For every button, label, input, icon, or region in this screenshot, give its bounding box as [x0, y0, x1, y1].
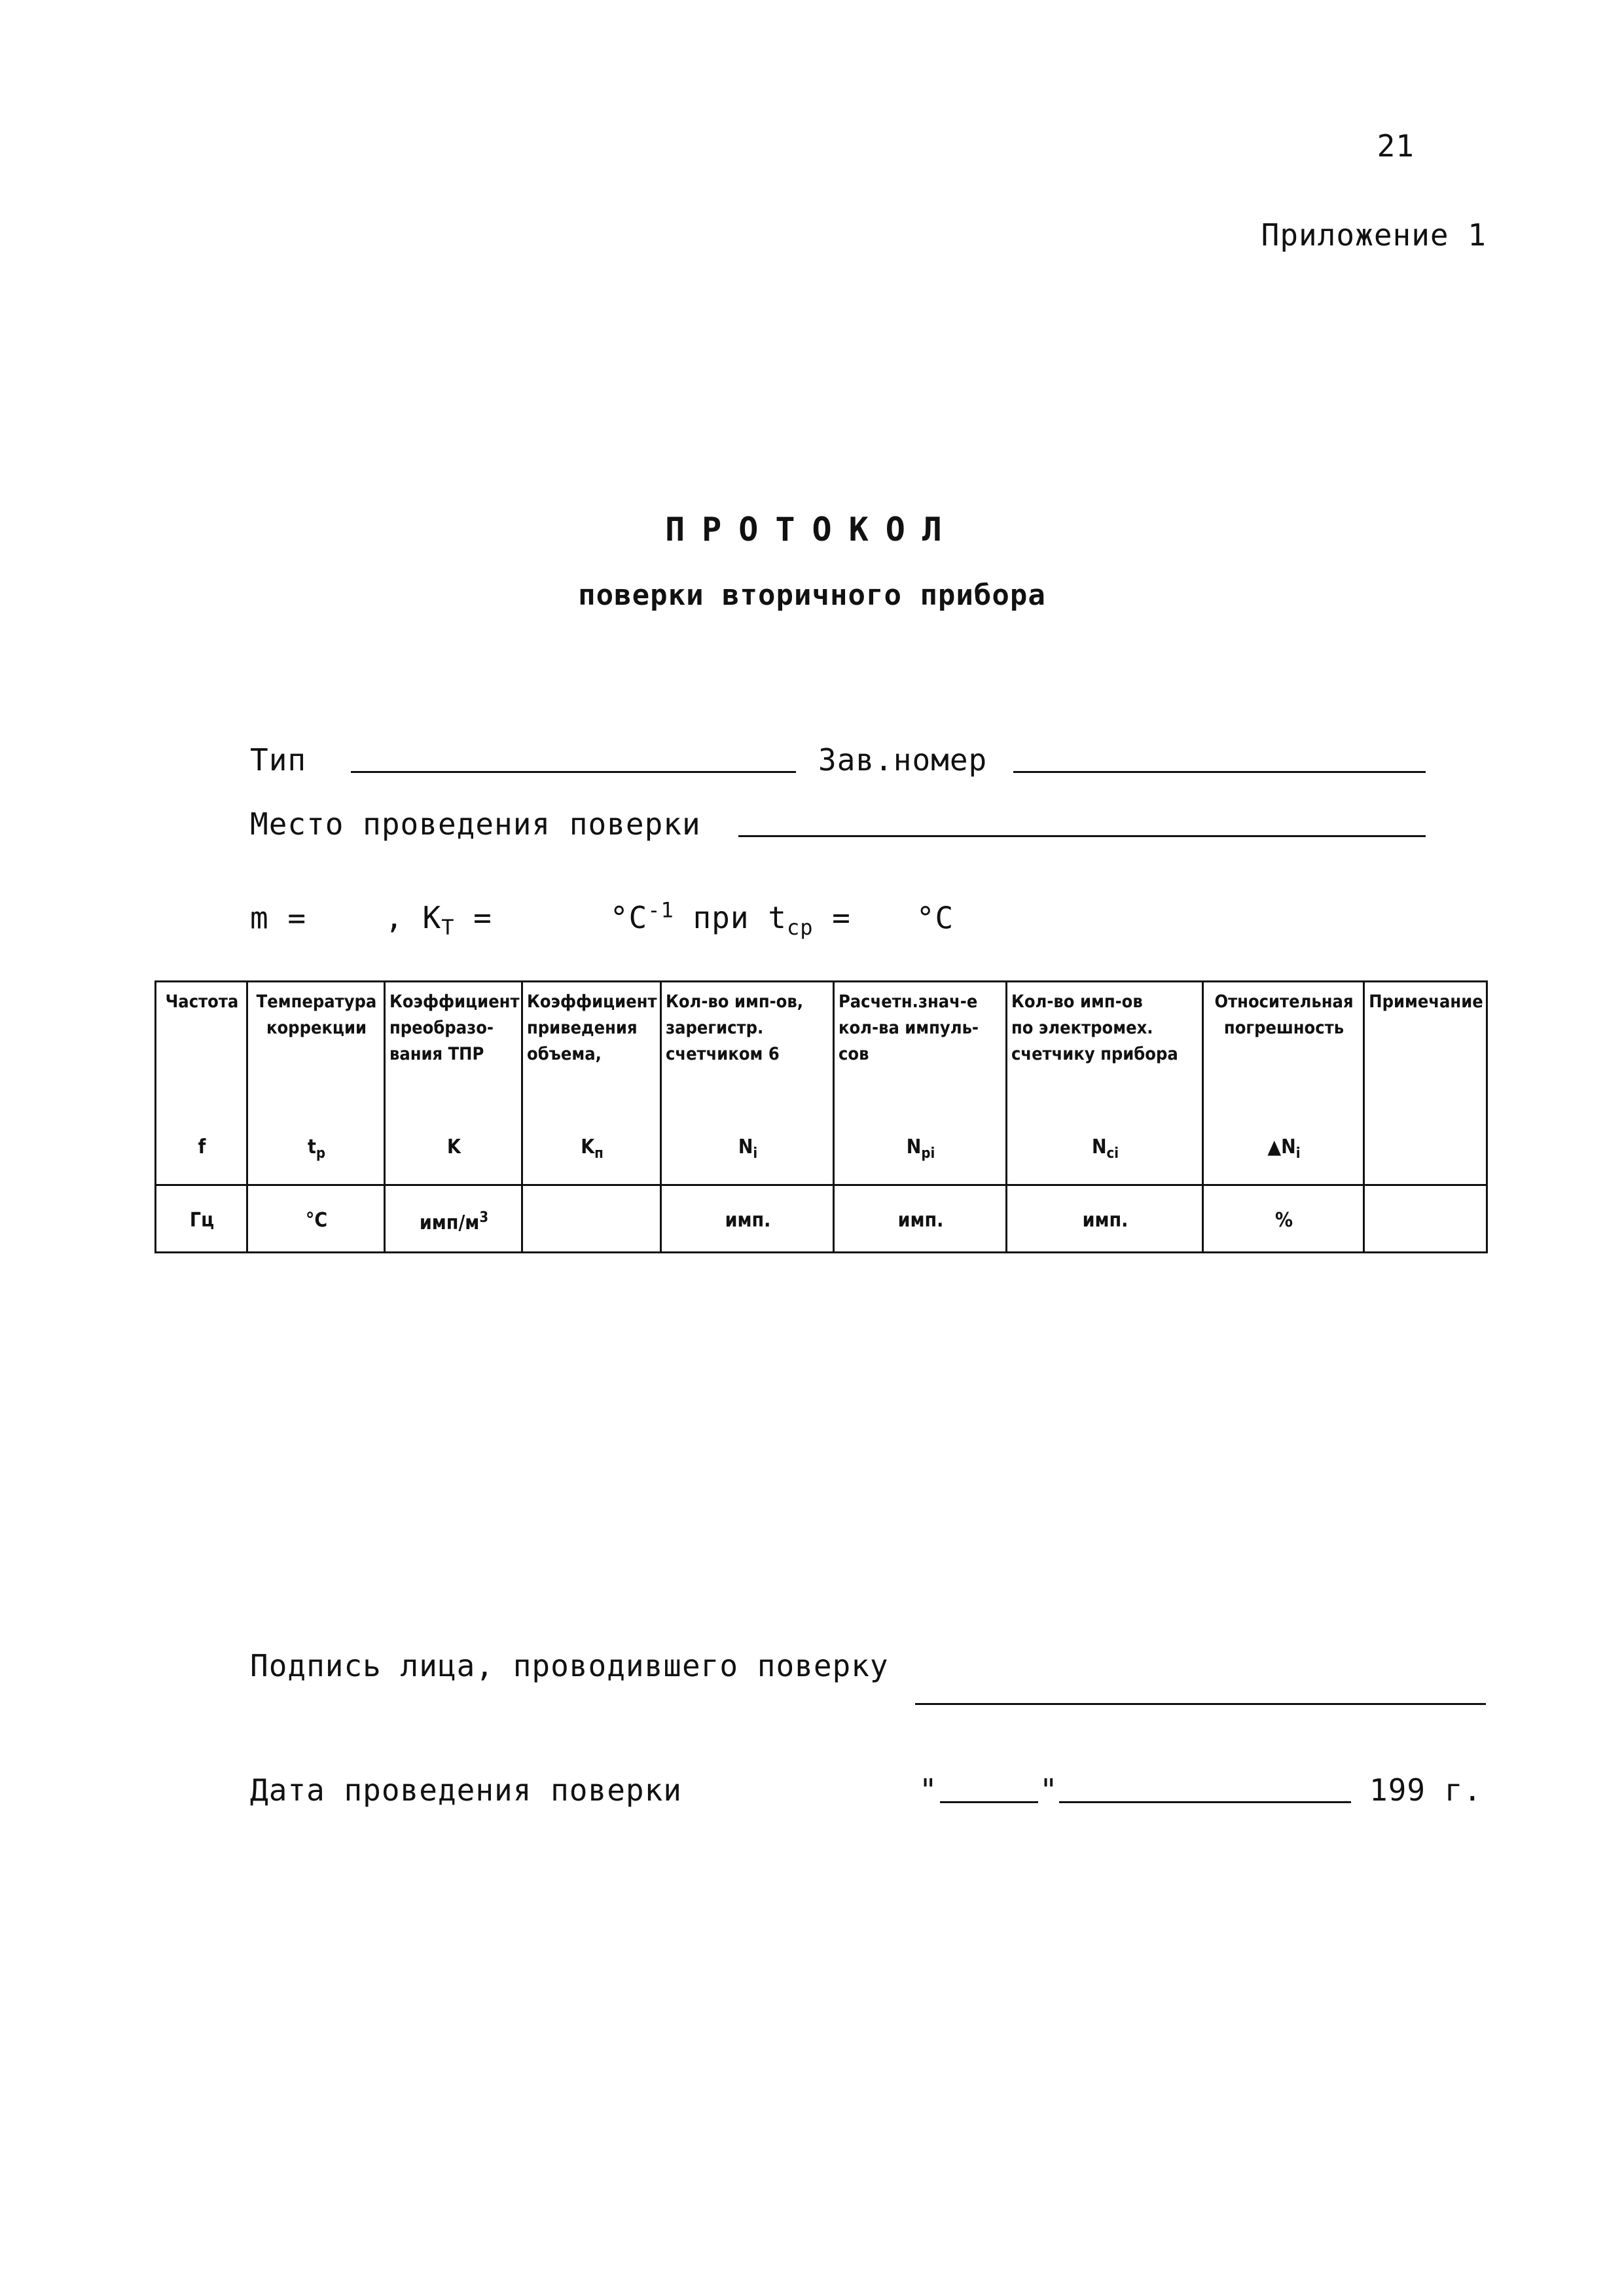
header-counter-pulses: Кол-во имп-ов по электромех. счетчику прибора [1007, 982, 1203, 1114]
table-symbols-row [156, 1113, 1487, 1185]
symbol-correction-temperature: $t_p$ [247, 1113, 385, 1185]
symbol-calculated-pulses: $N_{pi}$ [834, 1113, 1007, 1185]
table-units-row [156, 1185, 1487, 1253]
unit-registered-pulses: имп. [661, 1185, 834, 1253]
unit-conversion-coefficient: имп/$м^3$ [385, 1185, 522, 1253]
document-title: ПРОТОКОЛ [665, 511, 959, 548]
kt-parameter: , $K_T$ = [385, 900, 492, 941]
kt-unit: $^\circ C^{-1}$ [609, 898, 674, 936]
header-relative-error: Относительная погрешность [1203, 982, 1364, 1114]
unit-note [1364, 1185, 1487, 1253]
signature-field[interactable] [915, 1703, 1486, 1705]
document-subtitle: поверки вторичного прибора [578, 579, 1046, 612]
average-temperature-parameter: при $t_{ср}$ = [674, 900, 851, 941]
page-number: 21 [1377, 128, 1415, 164]
header-calculated-pulses: Расчетн.знач-е кол-ва импуль- сов [834, 982, 1007, 1114]
verification-place-field[interactable] [738, 835, 1426, 837]
m-parameter: m = [250, 900, 307, 936]
parameters-row [250, 898, 954, 941]
temperature-unit: °C [916, 900, 954, 936]
table-header-row [156, 982, 1487, 1114]
verification-place-label: Место проведения поверки [250, 806, 701, 842]
symbol-conversion-coefficient: K [385, 1113, 522, 1185]
type-field[interactable] [351, 771, 796, 773]
unit-volume-coefficient [522, 1185, 661, 1253]
header-frequency: Частота [156, 982, 247, 1114]
unit-correction-temperature: °C [247, 1185, 385, 1253]
symbol-relative-error: $▲N_i$ [1203, 1113, 1364, 1185]
date-quote-open: " [919, 1772, 938, 1808]
signature-label: Подпись лица, проводившего поверку [250, 1648, 889, 1683]
unit-frequency: Гц [156, 1185, 247, 1253]
type-label: Тип [250, 742, 307, 778]
symbol-volume-coefficient: $K_п$ [522, 1113, 661, 1185]
serial-number-label: Зав.номер [818, 742, 988, 778]
date-year: 199 г. [1369, 1772, 1483, 1808]
verification-date-label: Дата проведения поверки [250, 1772, 682, 1808]
appendix-label: Приложение 1 [1261, 217, 1487, 253]
symbol-counter-pulses: $N_{ci}$ [1007, 1113, 1203, 1185]
unit-calculated-pulses: имп. [834, 1185, 1007, 1253]
unit-counter-pulses: имп. [1007, 1185, 1203, 1253]
symbol-frequency: f [156, 1113, 247, 1185]
protocol-table [154, 980, 1488, 1253]
header-conversion-coefficient: Коэффициент преобразо- вания ТПР [385, 982, 522, 1114]
header-correction-temperature: Температура коррекции [247, 982, 385, 1114]
symbol-note [1364, 1113, 1487, 1185]
unit-relative-error: % [1203, 1185, 1364, 1253]
header-volume-coefficient: Коэффициент приведения объема, [522, 982, 661, 1114]
header-note: Примечание [1364, 982, 1487, 1114]
date-quote-close: " [1039, 1772, 1058, 1808]
date-month-field[interactable] [1059, 1801, 1351, 1803]
serial-number-field[interactable] [1013, 771, 1426, 773]
symbol-registered-pulses: $N_i$ [661, 1113, 834, 1185]
date-day-field[interactable] [940, 1801, 1038, 1803]
header-registered-pulses: Кол-во имп-ов, зарегистр. счетчиком 6 [661, 982, 834, 1114]
